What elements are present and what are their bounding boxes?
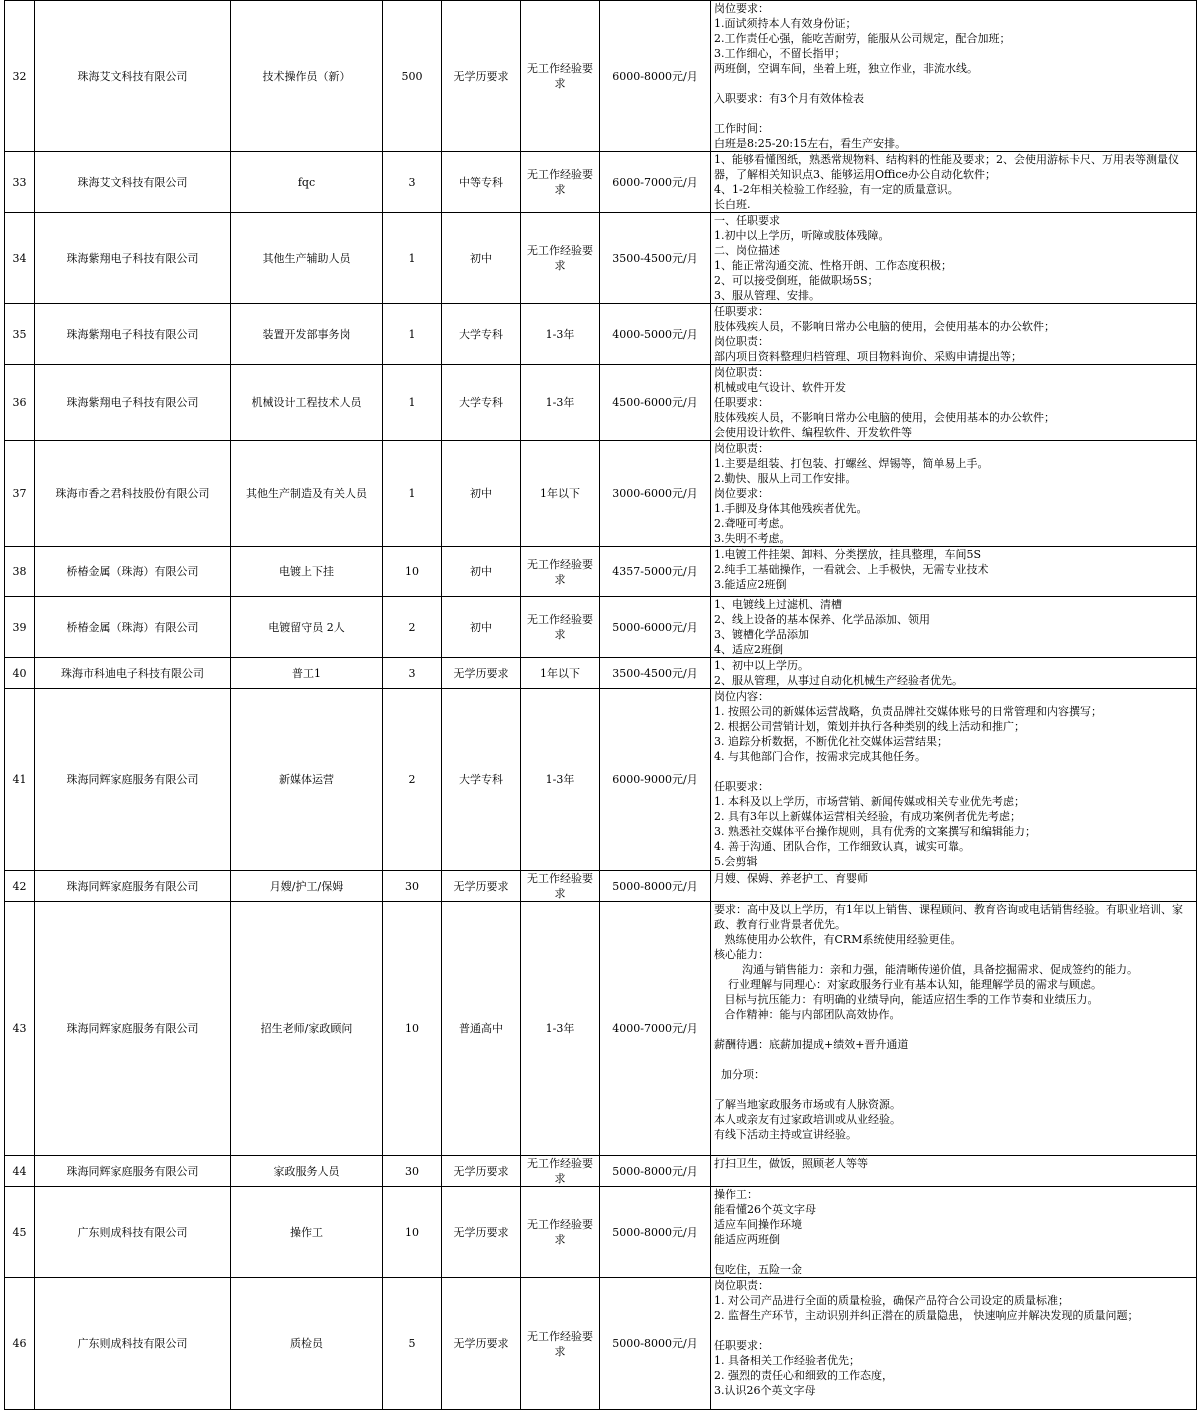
- company-cell: 珠海艾文科技有限公司: [35, 152, 231, 213]
- requirements-cell: 操作工： 能看懂26个英文字母 适应车间操作环境 能适应两班倒 包吃住，五险一金: [711, 1187, 1197, 1278]
- education-cell: 普通高中: [442, 902, 521, 1156]
- experience-cell: 无工作经验要求: [521, 1187, 600, 1278]
- experience-cell: 1年以下: [521, 441, 600, 547]
- position-cell: 操作工: [231, 1187, 383, 1278]
- education-cell: 大学专科: [442, 304, 521, 365]
- headcount-cell: 10: [383, 1187, 442, 1278]
- experience-cell: 无工作经验要求: [521, 871, 600, 902]
- requirements-cell: 任职要求： 肢体残疾人员，不影响日常办公电脑的使用，会使用基本的办公软件； 岗位职责： 部内项目资料整理归档管理、项目物料询价、采购申请提出等；: [711, 304, 1197, 365]
- requirements-cell: 1、初中以上学历。 2、服从管理，从事过自动化机械生产经验者优先。: [711, 658, 1197, 689]
- salary-cell: 6000-7000元/月: [600, 152, 711, 213]
- row-number-cell: 43: [5, 902, 35, 1156]
- experience-cell: 无工作经验要求: [521, 547, 600, 597]
- company-cell: 珠海同辉家庭服务有限公司: [35, 1156, 231, 1187]
- position-cell: 电镀上下挂: [231, 547, 383, 597]
- salary-cell: 5000-6000元/月: [600, 597, 711, 658]
- salary-cell: 5000-8000元/月: [600, 1187, 711, 1278]
- requirements-cell: 打扫卫生，做饭，照顾老人等等: [711, 1156, 1197, 1187]
- position-cell: 家政服务人员: [231, 1156, 383, 1187]
- row-number-cell: 37: [5, 441, 35, 547]
- company-cell: 珠海艾文科技有限公司: [35, 1, 231, 152]
- education-cell: 初中: [442, 597, 521, 658]
- company-cell: 广东则成科技有限公司: [35, 1187, 231, 1278]
- salary-cell: 5000-8000元/月: [600, 871, 711, 902]
- company-cell: 珠海同辉家庭服务有限公司: [35, 689, 231, 871]
- position-cell: 技术操作员（新）: [231, 1, 383, 152]
- table-row: [5, 902, 1197, 1156]
- requirements-cell: 1、能够看懂图纸，熟悉常规物料、结构料的性能及要求；2、会使用游标卡尺、万用表等测量仪器，了解相关知识点3、能够运用Office办公自动化软件； 4、1-2年相关检验工作经验，有一定的质量意识。 长白班.: [711, 152, 1197, 213]
- experience-cell: 无工作经验要求: [521, 1, 600, 152]
- salary-cell: 3000-6000元/月: [600, 441, 711, 547]
- experience-cell: 无工作经验要求: [521, 152, 600, 213]
- education-cell: 无学历要求: [442, 1, 521, 152]
- requirements-cell: 岗位内容： 1. 按照公司的新媒体运营战略，负责品牌社交媒体账号的日常管理和内容撰写； 2. 根据公司营销计划，策划并执行各种类别的线上活动和推广； 3. 追踪分析数据，不断优化社交媒体运营结果； 4. 与其他部门合作，按需求完成其他任务。 任职要求： 1. 本科及以上学历，市场营销、新闻传媒或相关专业优先考虑； 2. 具有3年以上新媒体运营相关经验，有成功案例者优先考虑； 3. 熟悉社交媒体平台操作规则，具有优秀的文案撰写和编辑能力； 4. 善于沟通、团队合作，工作细致认真，诚实可靠。 5.会剪辑: [711, 689, 1197, 871]
- salary-cell: 3500-4500元/月: [600, 213, 711, 304]
- position-cell: 质检员: [231, 1278, 383, 1410]
- row-number-cell: 34: [5, 213, 35, 304]
- headcount-cell: 10: [383, 547, 442, 597]
- headcount-cell: 500: [383, 1, 442, 152]
- row-number-cell: 35: [5, 304, 35, 365]
- table-row: [5, 213, 1197, 304]
- position-cell: 装置开发部事务岗: [231, 304, 383, 365]
- company-cell: 珠海市香之君科技股份有限公司: [35, 441, 231, 547]
- company-cell: 广东则成科技有限公司: [35, 1278, 231, 1410]
- company-cell: 珠海同辉家庭服务有限公司: [35, 902, 231, 1156]
- headcount-cell: 5: [383, 1278, 442, 1410]
- company-cell: 珠海市科迪电子科技有限公司: [35, 658, 231, 689]
- position-cell: 月嫂/护工/保姆: [231, 871, 383, 902]
- experience-cell: 1-3年: [521, 902, 600, 1156]
- education-cell: 无学历要求: [442, 658, 521, 689]
- education-cell: 初中: [442, 547, 521, 597]
- company-cell: 珠海同辉家庭服务有限公司: [35, 871, 231, 902]
- position-cell: 其他生产制造及有关人员: [231, 441, 383, 547]
- row-number-cell: 33: [5, 152, 35, 213]
- position-cell: fqc: [231, 152, 383, 213]
- requirements-cell: 岗位职责： 1. 对公司产品进行全面的质量检验，确保产品符合公司设定的质量标准； 2. 监督生产环节，主动识别并纠正潜在的质量隐患， 快速响应并解决发现的质量问题； 任职要求： 1. 具备相关工作经验者优先； 2. 强烈的责任心和细致的工作态度， 3.认识26个英文字母: [711, 1278, 1197, 1410]
- headcount-cell: 10: [383, 902, 442, 1156]
- salary-cell: 4500-6000元/月: [600, 365, 711, 441]
- salary-cell: 4000-7000元/月: [600, 902, 711, 1156]
- position-cell: 机械设计工程技术人员: [231, 365, 383, 441]
- requirements-cell: 1、电镀线上过滤机、清槽 2、线上设备的基本保养、化学品添加、领用 3、镀槽化学品添加 4、适应2班倒: [711, 597, 1197, 658]
- job-rows: [5, 1, 1197, 1410]
- company-cell: 桥椿金属（珠海）有限公司: [35, 547, 231, 597]
- salary-cell: 5000-8000元/月: [600, 1278, 711, 1410]
- table-row: [5, 658, 1197, 689]
- salary-cell: 6000-9000元/月: [600, 689, 711, 871]
- job-listing-table: [4, 0, 1197, 1410]
- salary-cell: 5000-8000元/月: [600, 1156, 711, 1187]
- experience-cell: 无工作经验要求: [521, 597, 600, 658]
- row-number-cell: 40: [5, 658, 35, 689]
- headcount-cell: 1: [383, 304, 442, 365]
- requirements-cell: 一、任职要求 1.初中以上学历，听障或肢体残障。 二、岗位描述 1、能正常沟通交流、性格开朗、工作态度积极； 2、可以接受倒班，能做职场5S； 3、服从管理、安排。: [711, 213, 1197, 304]
- headcount-cell: 1: [383, 365, 442, 441]
- headcount-cell: 3: [383, 152, 442, 213]
- row-number-cell: 42: [5, 871, 35, 902]
- education-cell: 初中: [442, 213, 521, 304]
- experience-cell: 1年以下: [521, 658, 600, 689]
- position-cell: 其他生产辅助人员: [231, 213, 383, 304]
- row-number-cell: 38: [5, 547, 35, 597]
- company-cell: 珠海紫翔电子科技有限公司: [35, 213, 231, 304]
- row-number-cell: 39: [5, 597, 35, 658]
- experience-cell: 无工作经验要求: [521, 1278, 600, 1410]
- table-row: [5, 441, 1197, 547]
- position-cell: 新媒体运营: [231, 689, 383, 871]
- headcount-cell: 30: [383, 1156, 442, 1187]
- education-cell: 初中: [442, 441, 521, 547]
- requirements-cell: 月嫂、保姆、养老护工、育婴师: [711, 871, 1197, 902]
- salary-cell: 6000-8000元/月: [600, 1, 711, 152]
- requirements-cell: 岗位职责： 1.主要是组装、打包装、打螺丝、焊锡等，简单易上手。 2.勤快、服从上司工作安排。 岗位要求： 1.手脚及身体其他残疾者优先。 2.聋哑可考虑。 3.失明不考虑。: [711, 441, 1197, 547]
- company-cell: 珠海紫翔电子科技有限公司: [35, 365, 231, 441]
- table-row: [5, 547, 1197, 597]
- education-cell: 中等专科: [442, 152, 521, 213]
- requirements-cell: 1.电镀工件挂架、卸料、分类摆放，挂具整理，车间5S 2.纯手工基础操作，一看就会、上手极快，无需专业技术 3.能适应2班倒: [711, 547, 1197, 597]
- education-cell: 无学历要求: [442, 1156, 521, 1187]
- position-cell: 普工1: [231, 658, 383, 689]
- headcount-cell: 3: [383, 658, 442, 689]
- table-row: [5, 1, 1197, 152]
- headcount-cell: 1: [383, 213, 442, 304]
- experience-cell: 1-3年: [521, 689, 600, 871]
- table-row: [5, 1156, 1197, 1187]
- company-cell: 珠海紫翔电子科技有限公司: [35, 304, 231, 365]
- table-row: [5, 597, 1197, 658]
- row-number-cell: 36: [5, 365, 35, 441]
- education-cell: 无学历要求: [442, 871, 521, 902]
- experience-cell: 1-3年: [521, 304, 600, 365]
- row-number-cell: 46: [5, 1278, 35, 1410]
- headcount-cell: 30: [383, 871, 442, 902]
- headcount-cell: 1: [383, 441, 442, 547]
- salary-cell: 4000-5000元/月: [600, 304, 711, 365]
- table-row: [5, 304, 1197, 365]
- requirements-cell: 要求：高中及以上学历，有1年以上销售、课程顾问、教育咨询或电话销售经验。有职业培训、家政、教育行业背景者优先。 熟练使用办公软件，有CRM系统使用经验更佳。 核心能力： 沟通与销售能力：亲和力强，能清晰传递价值，具备挖掘需求、促成签约的能力。 行业理解与同理心：对家政服务行业有基本认知，能理解学员的需求与顾虑。 目标与抗压能力：有明确的业绩导向，能适应招生季的工作节奏和业绩压力。 合作精神：能与内部团队高效协作。 薪酬待遇：底薪加提成+绩效+晋升通道 加分项： 了解当地家政服务市场或有人脉资源。 本人或亲友有过家政培训或从业经验。 有线下活动主持或宣讲经验。: [711, 902, 1197, 1156]
- table-row: [5, 152, 1197, 213]
- headcount-cell: 2: [383, 597, 442, 658]
- education-cell: 大学专科: [442, 689, 521, 871]
- position-cell: 电镀留守员 2人: [231, 597, 383, 658]
- education-cell: 无学历要求: [442, 1187, 521, 1278]
- table-row: [5, 1187, 1197, 1278]
- education-cell: 无学历要求: [442, 1278, 521, 1410]
- salary-cell: 4357-5000元/月: [600, 547, 711, 597]
- row-number-cell: 44: [5, 1156, 35, 1187]
- requirements-cell: 岗位要求： 1.面试须持本人有效身份证； 2.工作责任心强，能吃苦耐劳，能服从公司规定，配合加班； 3.工作细心，不留长指甲； 两班倒，空调车间，坐着上班，独立作业，非流水线。 入职要求：有3个月有效体检表 工作时间： 白班是8:25-20:15左右，看生产安排。: [711, 1, 1197, 152]
- row-number-cell: 41: [5, 689, 35, 871]
- company-cell: 桥椿金属（珠海）有限公司: [35, 597, 231, 658]
- position-cell: 招生老师/家政顾问: [231, 902, 383, 1156]
- experience-cell: 无工作经验要求: [521, 213, 600, 304]
- table-row: [5, 365, 1197, 441]
- headcount-cell: 2: [383, 689, 442, 871]
- salary-cell: 3500-4500元/月: [600, 658, 711, 689]
- table-row: [5, 689, 1197, 871]
- table-row: [5, 871, 1197, 902]
- requirements-cell: 岗位职责： 机械或电气设计、软件开发 任职要求： 肢体残疾人员，不影响日常办公电脑的使用，会使用基本的办公软件； 会使用设计软件、编程软件、开发软件等: [711, 365, 1197, 441]
- education-cell: 大学专科: [442, 365, 521, 441]
- row-number-cell: 45: [5, 1187, 35, 1278]
- experience-cell: 1-3年: [521, 365, 600, 441]
- experience-cell: 无工作经验要求: [521, 1156, 600, 1187]
- row-number-cell: 32: [5, 1, 35, 152]
